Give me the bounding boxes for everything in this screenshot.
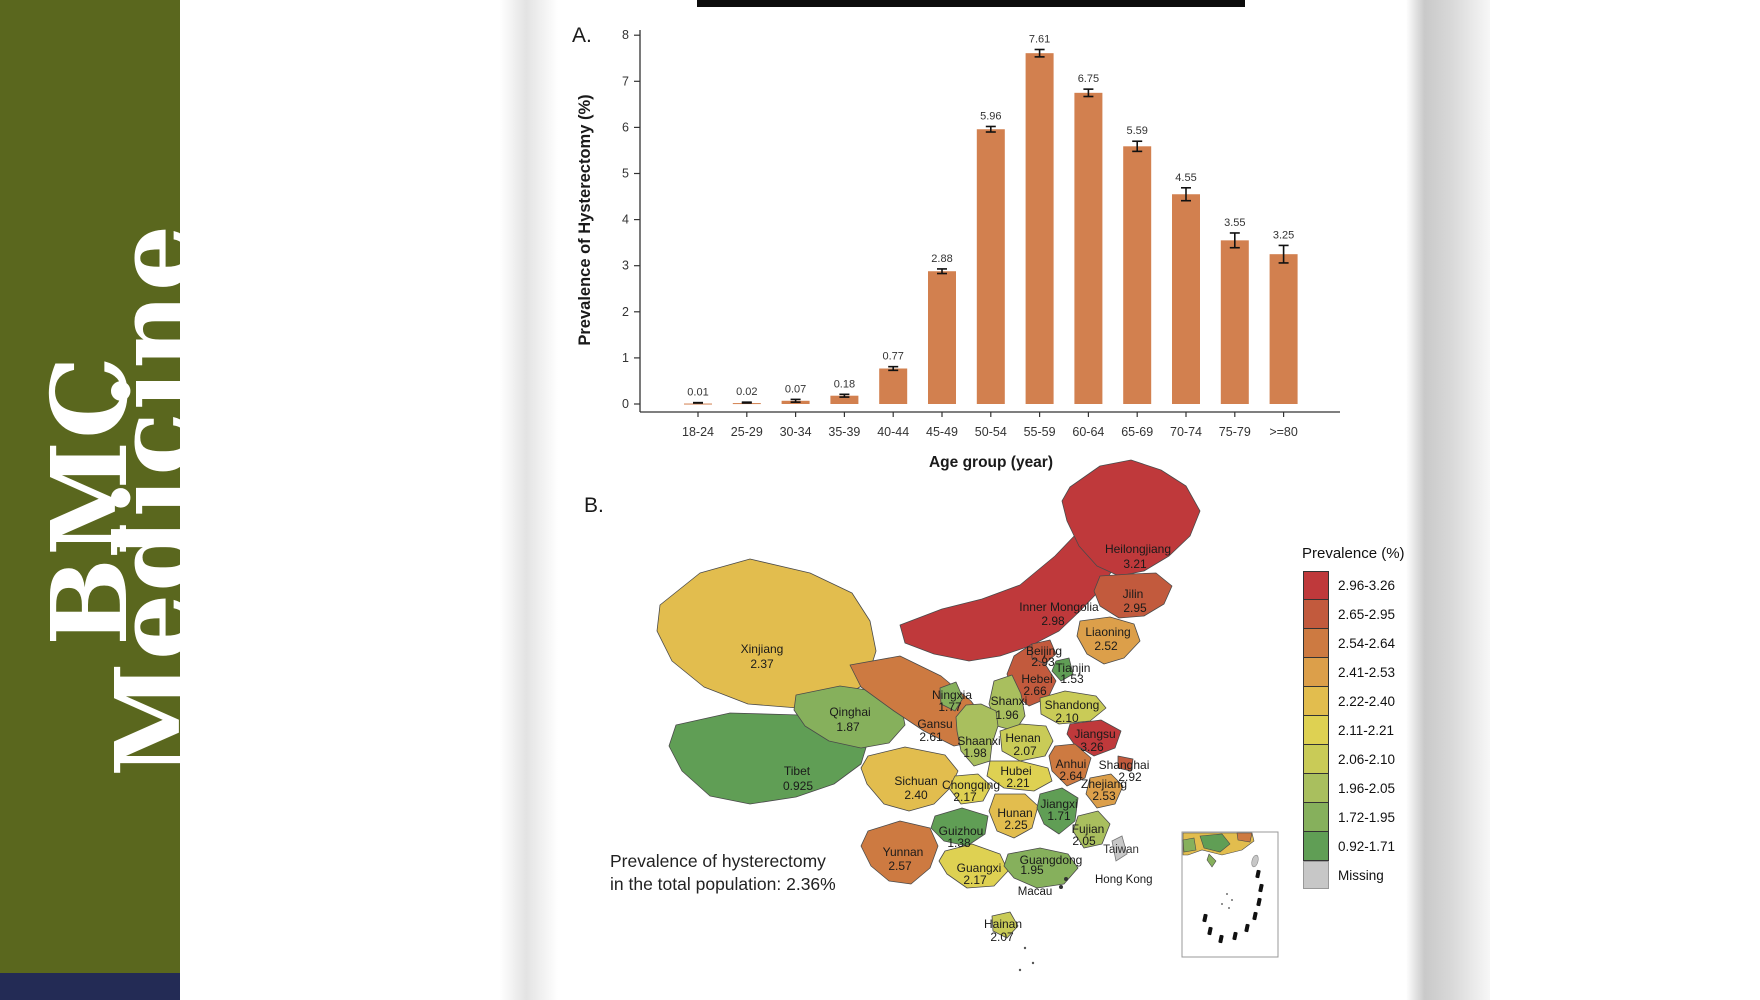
bar <box>1074 93 1102 404</box>
province-value-label: 1.87 <box>836 720 860 734</box>
province-name-label: Guangxi <box>956 861 1002 875</box>
x-tick-label: 30-34 <box>779 425 812 439</box>
inset-land <box>1183 838 1196 852</box>
province-value-label: 1.98 <box>963 746 987 760</box>
province-value-label: 2.92 <box>1118 770 1142 784</box>
legend-labels <box>1338 571 1395 890</box>
legend-bin-label: 2.65-2.95 <box>1338 607 1396 622</box>
legend-bin-label: 1.72-1.95 <box>1338 810 1396 825</box>
x-tick-label: 75-79 <box>1218 425 1251 439</box>
x-tick-label: 25-29 <box>730 425 763 439</box>
province-name-label: Liaoning <box>1085 625 1131 639</box>
province-name-label: Hainan <box>983 917 1023 931</box>
bar <box>928 271 956 404</box>
legend-swatch <box>1303 629 1329 658</box>
x-tick-label: 65-69 <box>1121 425 1154 439</box>
territory-label-macau: Macau <box>1017 886 1053 898</box>
legend-bin-label: 2.11-2.21 <box>1338 723 1395 738</box>
province-name-label: Tianjin <box>1055 661 1091 675</box>
legend-swatch <box>1303 745 1329 774</box>
y-axis-title: Prevalence of Hysterectomy (%) <box>576 94 594 346</box>
province-value-label: 2.93 <box>1031 655 1055 669</box>
y-tick-label: 6 <box>622 120 629 135</box>
legend-swatch <box>1303 803 1329 832</box>
province-name-label: Hebei <box>1021 672 1053 686</box>
province-value-label: 3.26 <box>1080 740 1104 754</box>
x-tick-label: 70-74 <box>1170 425 1202 439</box>
province-value-label: 2.07 <box>990 930 1014 944</box>
x-tick-label: >=80 <box>1269 425 1298 439</box>
legend-swatch <box>1303 832 1329 861</box>
bar-value-label: 0.18 <box>833 378 856 391</box>
legend-title: Prevalence (%) <box>1302 545 1405 562</box>
inset-island-dot <box>1231 899 1233 901</box>
macau-dot <box>1059 885 1063 889</box>
province-value-label: 1.95 <box>1020 863 1044 877</box>
y-tick-label: 5 <box>622 166 629 181</box>
x-tick-label: 35-39 <box>828 425 861 439</box>
y-tick-label: 1 <box>622 350 629 365</box>
province-value-label: 2.21 <box>1006 776 1030 790</box>
panel-b-label: B. <box>584 494 604 517</box>
x-tick-label: 18-24 <box>682 425 714 439</box>
south-china-sea-inset <box>1182 832 1278 957</box>
province-value-label: 2.57 <box>888 859 912 873</box>
province-name-label: Heilongjiang <box>1104 542 1172 556</box>
legend-bin-label: 2.54-2.64 <box>1338 636 1396 651</box>
legend-bin-label: 2.22-2.40 <box>1338 694 1396 709</box>
bar <box>879 369 907 404</box>
province-value-label: 0.925 <box>782 779 814 793</box>
bar-value-label: 0.01 <box>687 386 709 399</box>
legend-bin-label: Missing <box>1338 868 1384 883</box>
legend-swatch <box>1303 716 1329 745</box>
province-shape-xinjiang <box>657 559 876 708</box>
province-value-label: 2.98 <box>1041 614 1065 628</box>
bar-value-label: 3.55 <box>1224 216 1246 229</box>
province-name-label: Fujian <box>1071 822 1105 836</box>
province-name-label: Jiangxi <box>1040 797 1078 811</box>
bar-value-label: 5.59 <box>1126 125 1148 138</box>
province-name-label: Inner Mongolia <box>1019 600 1099 614</box>
province-value-label: 2.53 <box>1092 789 1116 803</box>
x-tick-label: 45-49 <box>926 425 958 439</box>
province-value-label: 1.38 <box>947 836 971 850</box>
bar-value-label: 0.07 <box>784 383 807 396</box>
inset-island-dot <box>1226 893 1228 895</box>
bar <box>1123 146 1151 404</box>
bar <box>977 129 1005 404</box>
y-tick-label: 4 <box>622 212 629 227</box>
province-name-label: Guizhou <box>938 824 984 838</box>
bar-value-label: 7.61 <box>1028 33 1051 46</box>
legend-bin-label: 2.96-3.26 <box>1338 578 1396 593</box>
y-tick-label: 0 <box>622 397 629 411</box>
inset-island-dot <box>1228 907 1230 909</box>
province-name-label: Hubei <box>1000 764 1032 778</box>
china-choropleth-map <box>600 425 1380 1000</box>
province-value-label: 3.21 <box>1123 557 1147 571</box>
legend-swatch <box>1303 571 1329 600</box>
province-name-label: Anhui <box>1055 757 1087 771</box>
legend-swatch <box>1303 861 1329 889</box>
bar <box>1026 53 1054 404</box>
territory-label-hong-kong: Hong Kong <box>1095 874 1153 886</box>
island-dot <box>1024 947 1026 949</box>
province-name-label: Shaanxi <box>957 734 1001 748</box>
province-name-label: Guangdong <box>1019 853 1083 867</box>
province-value-label: 2.07 <box>1013 744 1037 758</box>
province-name-label: Hunan <box>997 806 1033 820</box>
territory-label-taiwan: Taiwan <box>1103 844 1139 856</box>
province-value-label: 2.64 <box>1059 769 1083 783</box>
journal-title: BMC Medicine <box>28 222 215 778</box>
province-name-label: Tibet <box>783 764 811 778</box>
bar-value-label: 2.88 <box>931 252 953 265</box>
province-value-label: 1.77 <box>938 700 962 714</box>
legend-swatch <box>1303 658 1329 687</box>
bar-value-label: 0.77 <box>882 350 904 363</box>
province-name-label: Qinghai <box>829 705 871 719</box>
province-value-label: 1.71 <box>1047 809 1071 823</box>
x-tick-label: 40-44 <box>877 425 910 439</box>
province-name-label: Shandong <box>1044 698 1100 712</box>
bar-value-label: 5.96 <box>980 110 1002 123</box>
province-name-label: Gansu <box>917 717 953 731</box>
bar <box>1270 254 1298 404</box>
province-value-label: 1.53 <box>1060 672 1084 686</box>
legend-bin-label: 2.06-2.10 <box>1338 752 1396 767</box>
total-prevalence-annotation <box>610 850 836 896</box>
province-value-label: 2.05 <box>1072 834 1096 848</box>
province-name-label: Shanghai <box>1098 758 1150 772</box>
journal-banner <box>0 0 215 1000</box>
inset-island-dot <box>1221 903 1223 905</box>
legend-swatch <box>1303 600 1329 629</box>
province-value-label: 2.61 <box>919 730 943 744</box>
annotation-line-2: in the total population: 2.36% <box>610 874 836 894</box>
province-name-label: Jiangsu <box>1074 727 1116 741</box>
province-name-label: Zhejiang <box>1080 777 1128 791</box>
x-tick-label: 55-59 <box>1023 425 1056 439</box>
province-value-label: 2.17 <box>953 790 977 804</box>
x-axis-title: Age group (year) <box>928 454 1053 471</box>
banner-footer-block <box>0 973 180 1000</box>
province-name-label: Sichuan <box>894 774 938 788</box>
province-name-label: Xinjiang <box>740 642 784 656</box>
panel-a-label: A. <box>572 24 592 47</box>
province-value-label: 2.37 <box>750 657 774 671</box>
legend-swatch <box>1303 774 1329 803</box>
island-dot <box>1032 962 1034 964</box>
bar <box>1221 240 1249 404</box>
x-tick-label: 50-54 <box>974 425 1007 439</box>
province-value-label: 2.95 <box>1123 601 1147 615</box>
province-name-label: Shanxi <box>990 694 1028 708</box>
province-name-label: Henan <box>1005 731 1041 745</box>
legend-bin-label: 1.96-2.05 <box>1338 781 1396 796</box>
y-tick-label: 8 <box>622 28 629 43</box>
province-name-label: Ningxia <box>931 688 973 702</box>
province-value-label: 2.40 <box>904 788 928 802</box>
island-dot <box>1019 969 1021 971</box>
y-tick-label: 7 <box>622 74 629 89</box>
legend-bin-label: 2.41-2.53 <box>1338 665 1396 680</box>
province-value-label: 2.52 <box>1094 639 1118 653</box>
province-name-label: Beijing <box>1025 644 1063 658</box>
hong-kong-dot <box>1064 877 1068 881</box>
province-value-label: 2.25 <box>1004 818 1028 832</box>
x-tick-label: 60-64 <box>1072 425 1105 439</box>
province-value-label: 2.10 <box>1055 711 1079 725</box>
bar-value-label: 4.55 <box>1175 171 1197 184</box>
bar-value-label: 6.75 <box>1077 73 1100 86</box>
annotation-line-1: Prevalence of hysterectomy <box>610 851 826 871</box>
province-name-label: Yunnan <box>882 845 924 859</box>
legend-colorbar <box>1303 571 1329 889</box>
legend-swatch <box>1303 687 1329 716</box>
province-name-label: Chongqing <box>941 778 1001 792</box>
province-name-label: Jilin <box>1122 587 1144 601</box>
province-value-label: 2.66 <box>1023 684 1047 698</box>
bar-value-label: 0.02 <box>736 386 758 399</box>
y-tick-label: 3 <box>622 258 629 273</box>
province-value-label: 2.17 <box>963 873 987 887</box>
page-scan-shadow-right <box>1406 0 1490 1000</box>
bar-value-label: 3.25 <box>1272 229 1295 242</box>
province-value-label: 1.96 <box>995 708 1019 722</box>
legend-bin-label: 0.92-1.71 <box>1338 839 1396 854</box>
y-tick-label: 2 <box>622 304 629 319</box>
bar <box>1172 194 1200 404</box>
